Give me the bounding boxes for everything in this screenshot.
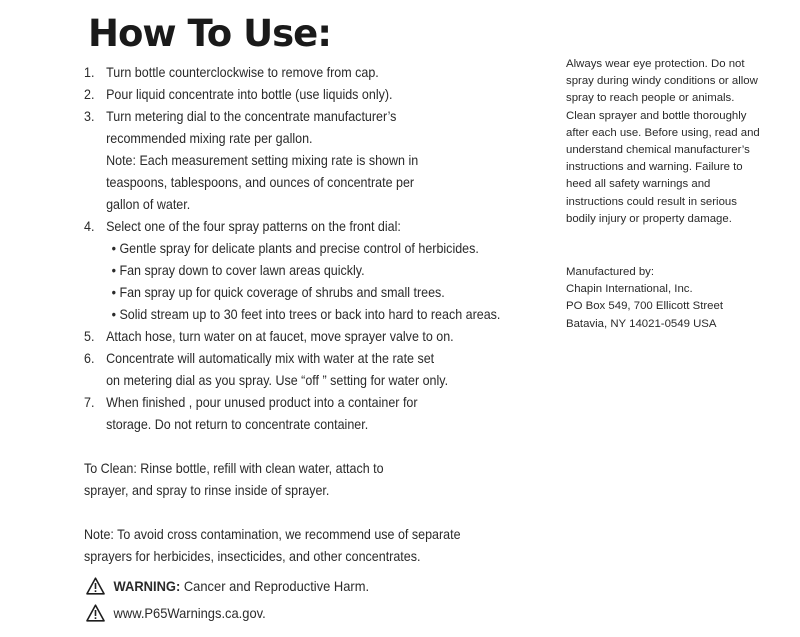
note-line: sprayers for herbicides, insecticides, and other concentrates. [84,549,421,564]
step-note: Note: Each measurement setting mixing rate is shown in [106,153,419,168]
safety-warning [566,56,776,228]
manufacturer-line: PO Box 549, 700 Ellicott Street [566,300,724,313]
step-number: 6. [84,351,95,366]
safety-column [566,56,776,333]
step-number: 4. [84,219,95,234]
note-line: Note: To avoid cross contamination, we recommend use of separate [84,527,461,542]
step-text: recommended mixing rate per gallon. [106,131,313,146]
step-1 [84,62,507,84]
step-2 [84,84,507,106]
step-number: 2. [84,87,95,102]
manufacturer-line: Batavia, NY 14021-0549 USA [566,317,717,330]
step-3 [84,106,507,216]
safety-line: spray to reach people or animals. [566,92,735,105]
step-5 [84,326,507,348]
warning-label: WARNING: [113,578,181,594]
step-text: Select one of the four spray patterns on the front dial: [106,219,401,234]
manufacturer-line: Chapin International, Inc. [566,283,693,296]
step-number: 3. [84,109,95,124]
safety-line: after each use. Before using, read and [566,126,760,139]
spray-pattern-item: • Gentle spray for delicate plants and precise control of herbicides. [111,241,479,256]
manufacturer-line: Manufactured by: [566,266,655,279]
safety-line: spray during windy conditions or allow [566,75,758,88]
step-4 [84,216,507,326]
step-note: teaspoons, tablespoons, and ounces of concentrate per [106,175,415,190]
safety-line: heed all safety warnings and [566,178,711,191]
step-note: gallon of water. [106,197,191,212]
step-text: Turn bottle counterclockwise to remove from cap. [106,65,379,80]
warning-triangle-icon [86,604,105,622]
step-text: storage. Do not return to concentrate container. [106,417,369,432]
manufacturer-info [566,264,776,333]
step-text: Attach hose, turn water on at faucet, move sprayer valve to on. [106,329,454,344]
safety-line: understand chemical manufacturer’s [566,144,750,157]
safety-line: Clean sprayer and bottle thoroughly [566,109,747,122]
clean-line: sprayer, and spray to rinse inside of sprayer. [84,483,330,498]
safety-line: instructions could result in serious [566,195,737,208]
step-text: Turn metering dial to the concentrate manufacturer’s [106,109,397,124]
spray-pattern-item: • Fan spray up for quick coverage of shrubs and small trees. [111,285,445,300]
clean-line: To Clean: Rinse bottle, refill with clean water, attach to [84,461,384,476]
page-title: How To Use: [88,12,332,55]
safety-line: instructions and warning. Failure to [566,161,743,174]
step-6 [84,348,507,392]
instructions [84,62,507,568]
prop65-link-row [86,604,266,622]
cleaning-instructions [84,458,507,502]
step-number: 5. [84,329,95,344]
safety-line: Always wear eye protection. Do not [566,58,745,70]
step-7 [84,392,507,436]
spray-pattern-item: • Fan spray down to cover lawn areas quickly. [111,263,365,278]
step-text: Pour liquid concentrate into bottle (use liquids only). [106,87,393,102]
step-text: When finished , pour unused product into a container for [106,395,418,410]
step-number: 1. [84,65,95,80]
step-text: on metering dial as you spray. Use “off ” setting for water only. [106,373,449,388]
warning-triangle-icon [86,577,105,595]
warning-text: Cancer and Reproductive Harm. [180,578,370,594]
step-text: Concentrate will automatically mix with water at the rate set [106,351,435,366]
spray-pattern-item: • Solid stream up to 30 feet into trees or back into hard to reach areas. [111,307,501,322]
prop65-url: www.P65Warnings.ca.gov. [113,605,266,621]
safety-line: bodily injury or property damage. [566,212,732,225]
contamination-note [84,524,507,568]
step-number: 7. [84,395,95,410]
prop65-warning [86,577,369,595]
